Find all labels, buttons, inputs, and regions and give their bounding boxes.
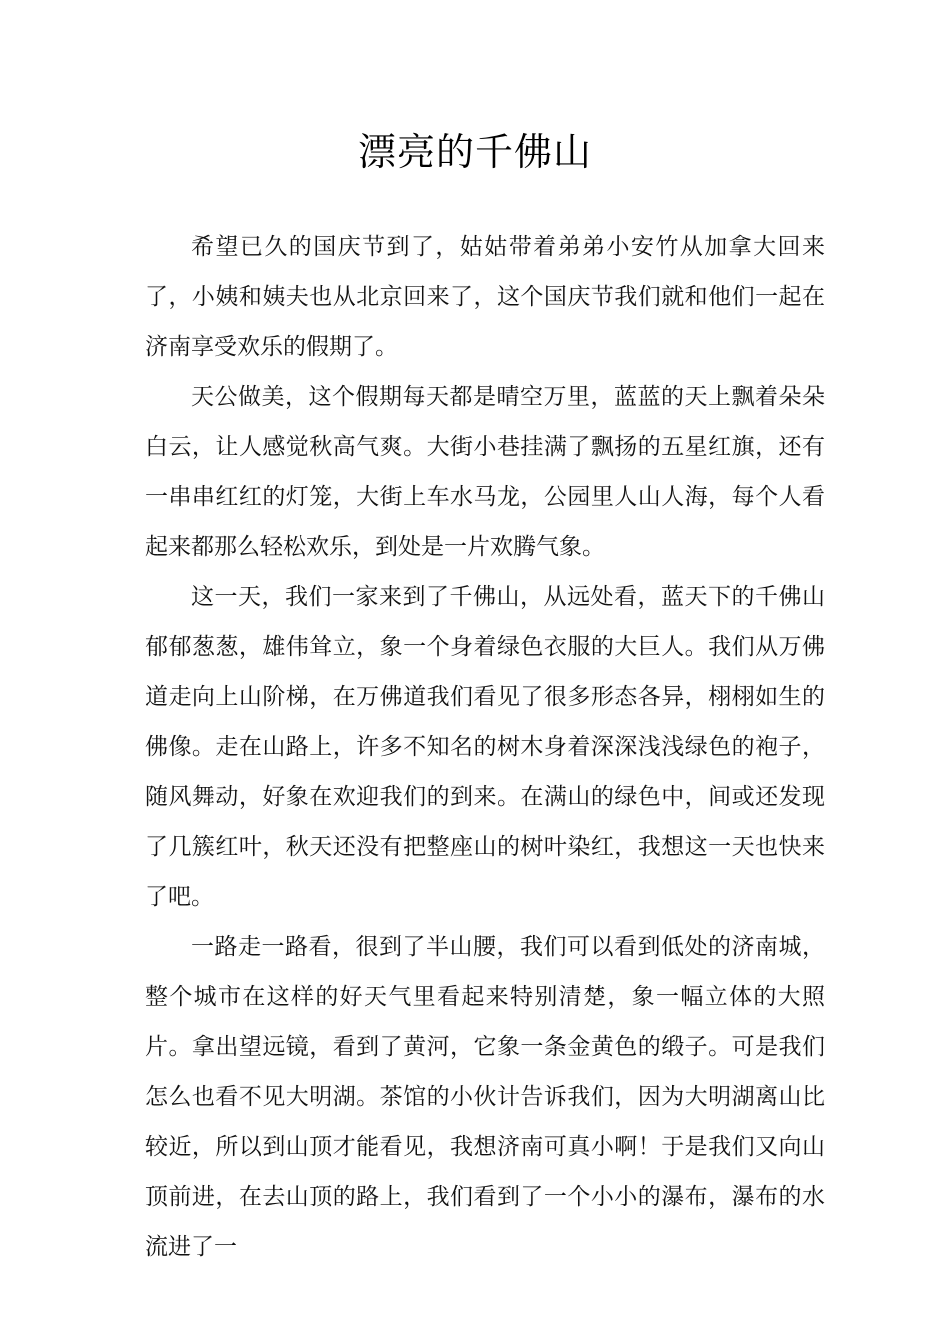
article-body xyxy=(145,222,825,1272)
paragraph-1: 希望已久的国庆节到了，姑姑带着弟弟小安竹从加拿大回来了，小姨和姨夫也从北京回来了，这个国庆节我们就和他们一起在济南享受欢乐的假期了。 xyxy=(145,234,825,360)
page-title: 漂亮的千佛山 xyxy=(357,130,592,174)
paragraph-4: 一路走一路看，很到了半山腰，我们可以看到低处的济南城，整个城市在这样的好天气里看起来特别清楚，象一幅立体的大照片。拿出望远镜，看到了黄河，它象一条金黄色的缎子。可是我们怎么也看不见大明湖。茶馆的小伙计告诉我们，因为大明湖离山比较近，所以到山顶才能看见，我想济南可真小啊！于是我们又向山顶前进，在去山顶的路上，我们看到了一个小小的瀑布，瀑布的水流进了一 xyxy=(145,934,825,1260)
paragraph-3: 这一天，我们一家来到了千佛山，从远处看，蓝天下的千佛山郁郁葱葱，雄伟耸立，象一个身着绿色衣服的大巨人。我们从万佛道走向上山阶梯，在万佛道我们看见了很多形态各异，栩栩如生的佛像。走在山路上，许多不知名的树木身着深深浅浅绿色的袍子，随风舞动，好象在欢迎我们的到来。在满山的绿色中，间或还发现了几簇红叶，秋天还没有把整座山的树叶染红，我想这一天也快来了吧。 xyxy=(145,584,825,910)
paragraph-2: 天公做美，这个假期每天都是晴空万里，蓝蓝的天上飘着朵朵白云，让人感觉秋高气爽。大街小巷挂满了飘扬的五星红旗，还有一串串红红的灯笼，大街上车水马龙，公园里人山人海，每个人看起来都那么轻松欢乐，到处是一片欢腾气象。 xyxy=(145,384,825,560)
